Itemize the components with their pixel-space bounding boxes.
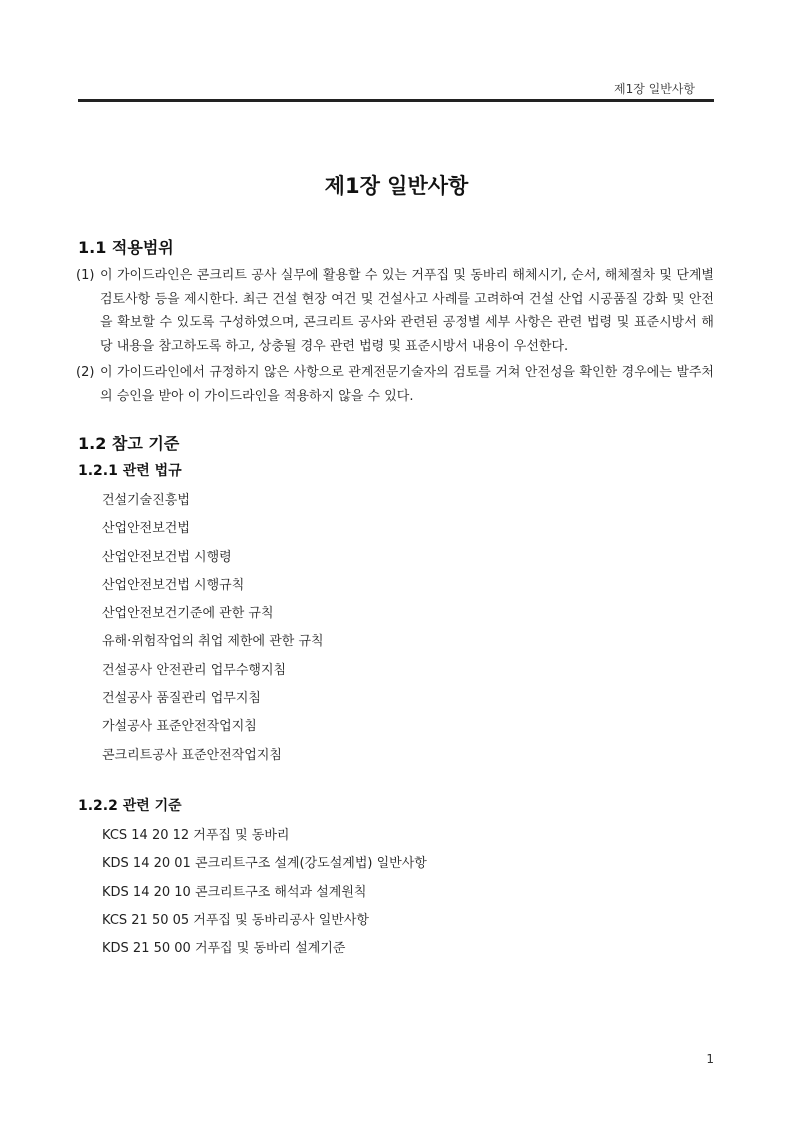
subsection-related-laws (78, 459, 714, 770)
paragraph-1 (78, 264, 714, 358)
list-item: 산업안전보건법 시행령 (102, 549, 232, 565)
list-item: KDS 14 20 01 콘크리트구조 설계(강도설계법) 일반사항 (102, 856, 427, 872)
list-item: 산업안전보건법 시행규칙 (102, 577, 245, 593)
list-item: 산업안전보건기준에 관한 규칙 (102, 606, 274, 622)
subsection-heading: 1.2.1 관련 법규 (78, 463, 182, 479)
paragraph-text: 이 가이드라인은 콘크리트 공사 실무에 활용할 수 있는 거푸집 및 동바리 해체시기, 순서, 해체절차 및 단계별 검토사항 등을 제시한다. 최근 건설 현장 여건 및 건설사고 사례를 고려하여 건설 산업 시공품질 강화 및 안전을 확보할 수 있도록 구성하였으며, 콘크리트 공사와 관련된 공정별 세부 사항은 관련 법령 및 표준시방서 해당 내용을 참고하도록 하고, 상충될 경우 관련 법령 및 표준시방서 내용이 우선한다. (100, 268, 714, 354)
list-item: KCS 14 20 12 거푸집 및 동바리 (102, 827, 290, 843)
section-heading: 1.2 참고 기준 (78, 434, 180, 453)
list-item: 산업안전보건법 (102, 521, 190, 537)
list-item: KCS 21 50 05 거푸집 및 동바리공사 일반사항 (102, 912, 369, 928)
section-heading: 1.1 적용범위 (78, 238, 174, 257)
laws-list (78, 487, 714, 770)
page-number: 1 (706, 1052, 714, 1066)
list-item: KDS 14 20 10 콘크리트구조 해석과 설계원칙 (102, 884, 367, 900)
document-body (78, 236, 714, 963)
list-item: 건설기술진흥법 (102, 493, 190, 508)
paragraph-text: 이 가이드라인에서 규정하지 않은 사항으로 관계전문기술자의 검토를 거쳐 안전성을 확인한 경우에는 발주처의 승인을 받아 이 가이드라인을 적용하지 않을 수 있다. (100, 365, 714, 404)
standards-list (78, 822, 714, 963)
chapter-title: 제1장 일반사항 (324, 174, 469, 198)
list-item: 콘크리트공사 표준안전작업지침 (102, 747, 282, 763)
list-item: 건설공사 안전관리 업무수행지침 (102, 662, 287, 678)
header-rule (78, 99, 714, 102)
subsection-related-standards (78, 794, 714, 963)
section-references (78, 432, 714, 963)
list-item: 건설공사 품질관리 업무지침 (102, 691, 261, 707)
paragraph-number: (1) (76, 268, 95, 283)
subsection-heading: 1.2.2 관련 기준 (78, 797, 182, 814)
list-item: KDS 21 50 00 거푸집 및 동바리 설계기준 (102, 941, 346, 957)
paragraph-number: (2) (76, 365, 95, 380)
running-header: 제1장 일반사항 (613, 82, 695, 96)
paragraph-2 (78, 361, 714, 408)
list-item: 유해·위험작업의 취업 제한에 관한 규칙 (102, 634, 324, 650)
section-scope (78, 236, 714, 408)
list-item: 가설공사 표준안전작업지침 (102, 719, 257, 735)
